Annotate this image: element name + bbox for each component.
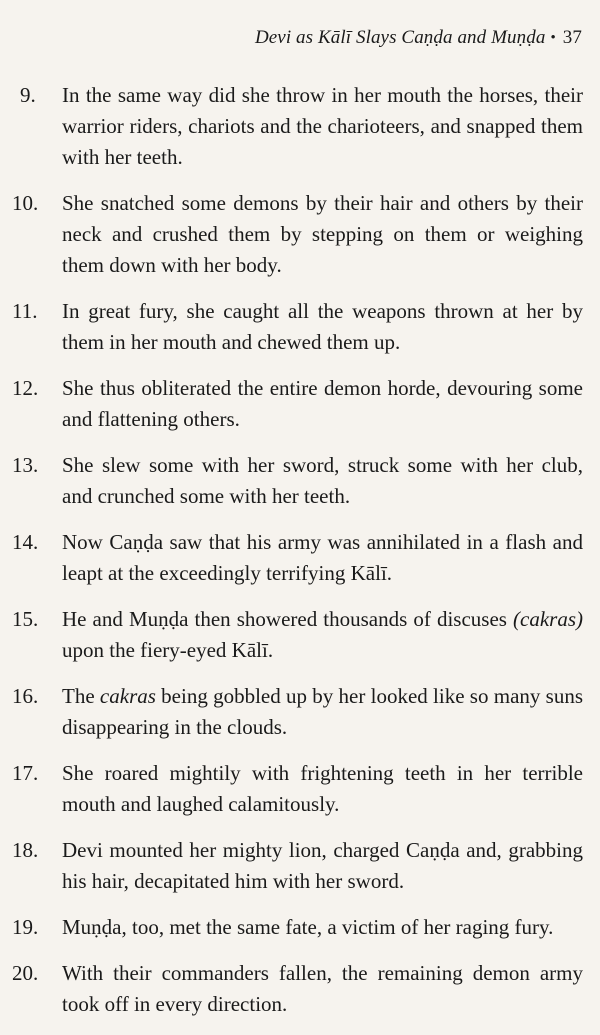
verse-list (0, 80, 600, 1035)
verse-20 (0, 958, 600, 1020)
verse-text: In the same way did she throw in her mouth the horses, their warrior riders, chariots and the charioteers, and snapped them with her teeth. (62, 83, 583, 169)
verse-number: 13. (12, 453, 39, 477)
verse-number: 19. (12, 915, 39, 939)
page-number: 37 (562, 27, 582, 48)
italic-term: cakras (99, 684, 156, 708)
verse-text: With their commanders fallen, the remaining demon army took off in every direction. (62, 961, 583, 1016)
bullet-separator: • (550, 30, 556, 46)
verse-15 (0, 604, 600, 666)
verse-number: 17. (12, 761, 39, 785)
verse-number: 15. (12, 607, 39, 631)
verse-text (62, 604, 583, 666)
verse-19 (0, 912, 600, 943)
verse-text-after: being gobbled up by her looked like so many suns disappearing in the clouds. (62, 684, 583, 739)
verse-text-before: He and Muṇḍa then showered thousands of discuses (62, 607, 514, 631)
verse-text: In great fury, she caught all the weapons thrown at her by them in her mouth and chewed them up. (62, 299, 583, 354)
verse-text: Devi mounted her mighty lion, charged Caṇḍa and, grabbing his hair, decapitated him with her sword. (62, 838, 583, 893)
verse-number: 16. (12, 684, 39, 708)
verse-text: She roared mightily with frightening teeth in her terrible mouth and laughed calamitously. (62, 761, 583, 816)
verse-12 (0, 373, 600, 435)
verse-text: She thus obliterated the entire demon horde, devouring some and flattening others. (62, 376, 583, 431)
verse-number: 10. (12, 191, 39, 215)
verse-number: 14. (12, 530, 39, 554)
verse-9 (0, 80, 600, 173)
verse-17 (0, 758, 600, 820)
verse-number: 12. (12, 376, 39, 400)
verse-11 (0, 296, 600, 358)
verse-text: Now Caṇḍa saw that his army was annihilated in a flash and leapt at the exceedingly terrifying Kālī. (62, 530, 583, 585)
verse-text-after: upon the fiery-eyed Kālī. (62, 638, 274, 662)
verse-text: She slew some with her sword, struck some with her club, and crunched some with her teeth. (62, 453, 583, 508)
verse-text-before: The (62, 684, 100, 708)
verse-number: 11. (12, 299, 38, 323)
verse-13 (0, 450, 600, 512)
italic-term: (cakras) (513, 607, 583, 631)
chapter-title: Devi as Kālī Slays Caṇḍa and Muṇḍa (254, 27, 546, 48)
verse-text (62, 681, 583, 743)
verse-10 (0, 188, 600, 281)
verse-16 (0, 681, 600, 743)
verse-18 (0, 835, 600, 897)
verse-number: 18. (12, 838, 39, 862)
verse-number: 9. (20, 83, 36, 107)
verse-text: Muṇḍa, too, met the same fate, a victim of her raging fury. (62, 915, 554, 939)
running-header (255, 27, 582, 49)
verse-number: 20. (12, 961, 39, 985)
verse-text: She snatched some demons by their hair and others by their neck and crushed them by stepping on them or weighing them down with her body. (62, 191, 583, 277)
verse-14 (0, 527, 600, 589)
